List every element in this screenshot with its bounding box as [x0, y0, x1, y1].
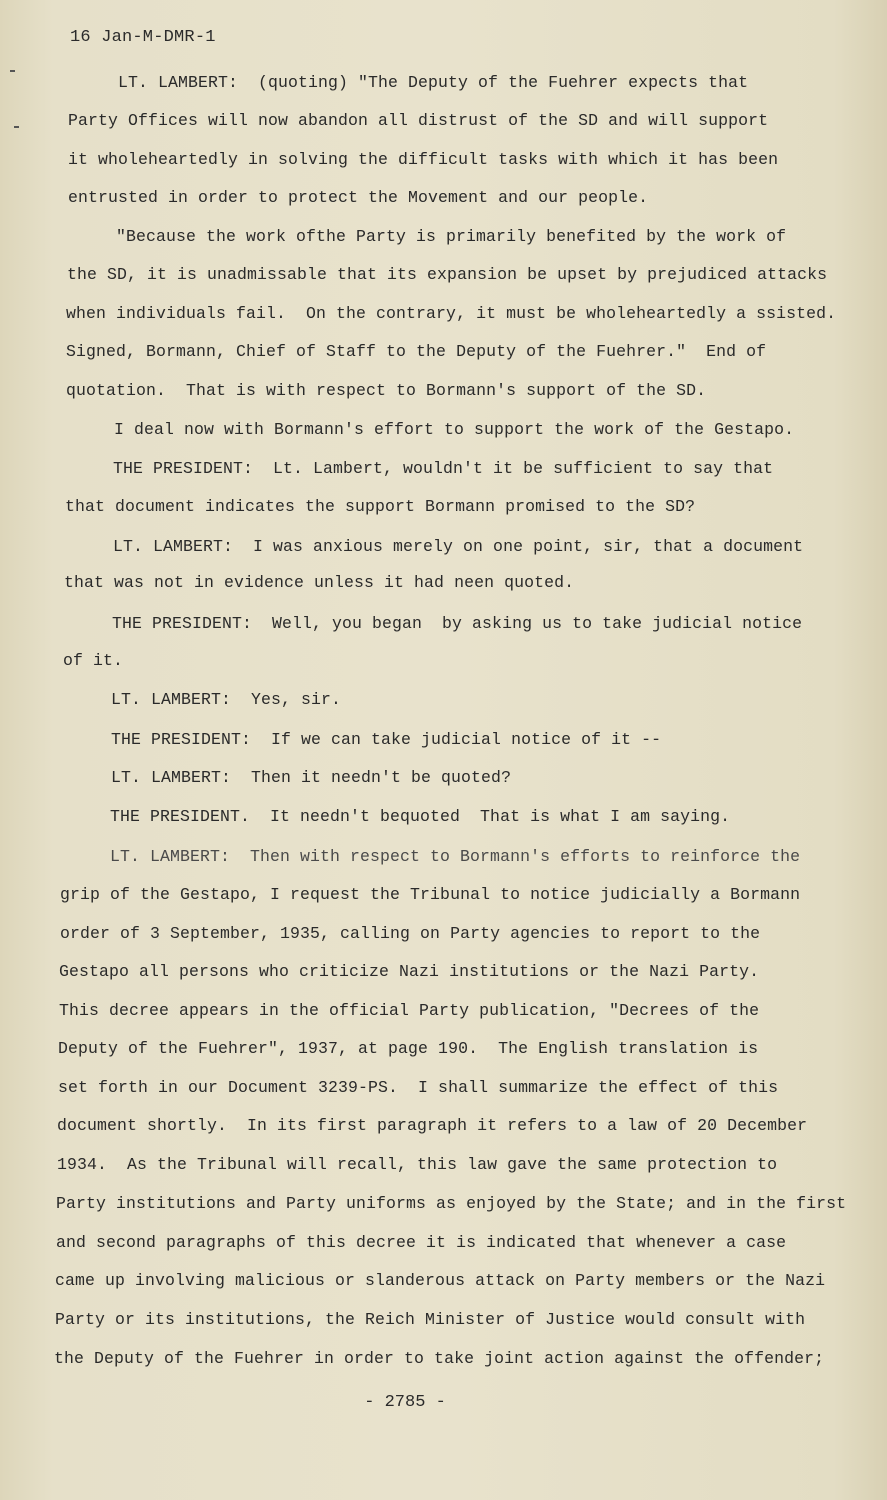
margin-mark [14, 126, 19, 128]
text-line: when individuals fail. On the contrary, it must be wholeheartedly a ssisted. [66, 304, 837, 323]
text-line: set forth in our Document 3239-PS. I shall summarize the effect of this [58, 1078, 779, 1097]
text-line: "Because the work ofthe Party is primarily benefited by the work of [116, 227, 787, 246]
text-line: Party Offices will now abandon all distrust of the SD and will support [68, 111, 769, 130]
text-line: that was not in evidence unless it had neen quoted. [64, 573, 575, 592]
text-line: that document indicates the support Bormann promised to the SD? [65, 497, 696, 516]
text-line: Gestapo all persons who criticize Nazi institutions or the Nazi Party. [59, 962, 760, 981]
text-line: LT. LAMBERT: Then it needn't be quoted? [111, 768, 512, 787]
text-line: Signed, Bormann, Chief of Staff to the Deputy of the Fuehrer." End of [66, 342, 767, 361]
text-line: of it. [63, 651, 124, 670]
text-line: Deputy of the Fuehrer", 1937, at page 190. The English translation is [58, 1039, 759, 1058]
text-line: document shortly. In its first paragraph it refers to a law of 20 December [57, 1116, 808, 1135]
text-line: THE PRESIDENT. It needn't bequoted That is what I am saying. [110, 807, 731, 826]
text-line: LT. LAMBERT: Then with respect to Bormann's efforts to reinforce the [110, 847, 801, 866]
text-line: grip of the Gestapo, I request the Tribunal to notice judicially a Bormann [60, 885, 801, 904]
text-line: the SD, it is unadmissable that its expansion be upset by prejudiced attacks [67, 265, 828, 284]
text-line: THE PRESIDENT: Well, you began by asking us to take judicial notice [112, 614, 803, 633]
text-line: order of 3 September, 1935, calling on Party agencies to report to the [60, 924, 761, 943]
text-line: I deal now with Bormann's effort to support the work of the Gestapo. [114, 420, 795, 439]
margin-mark [10, 70, 15, 72]
text-line: came up involving malicious or slanderous attack on Party members or the Nazi [55, 1271, 826, 1290]
document-header: 16 Jan-M-DMR-1 [70, 28, 216, 47]
text-line: entrusted in order to protect the Movement and our people. [68, 188, 649, 207]
text-line: Party or its institutions, the Reich Minister of Justice would consult with [55, 1310, 806, 1329]
page-number: - 2785 - [364, 1393, 446, 1412]
text-line: LT. LAMBERT: (quoting) "The Deputy of the Fuehrer expects that [118, 73, 749, 92]
text-line: LT. LAMBERT: Yes, sir. [111, 690, 342, 709]
text-line: Party institutions and Party uniforms as enjoyed by the State; and in the first [56, 1194, 847, 1213]
text-line: This decree appears in the official Party publication, "Decrees of the [59, 1001, 760, 1020]
text-line: quotation. That is with respect to Bormann's support of the SD. [66, 381, 707, 400]
text-line: and second paragraphs of this decree it is indicated that whenever a case [56, 1233, 787, 1252]
text-line: LT. LAMBERT: I was anxious merely on one point, sir, that a document [113, 537, 804, 556]
text-line: THE PRESIDENT: Lt. Lambert, wouldn't it be sufficient to say that [113, 459, 774, 478]
text-line: THE PRESIDENT: If we can take judicial notice of it -- [111, 730, 662, 749]
text-line: the Deputy of the Fuehrer in order to take joint action against the offender; [54, 1349, 825, 1368]
text-line: it wholeheartedly in solving the difficult tasks with which it has been [68, 150, 779, 169]
text-line: 1934. As the Tribunal will recall, this law gave the same protection to [57, 1155, 778, 1174]
